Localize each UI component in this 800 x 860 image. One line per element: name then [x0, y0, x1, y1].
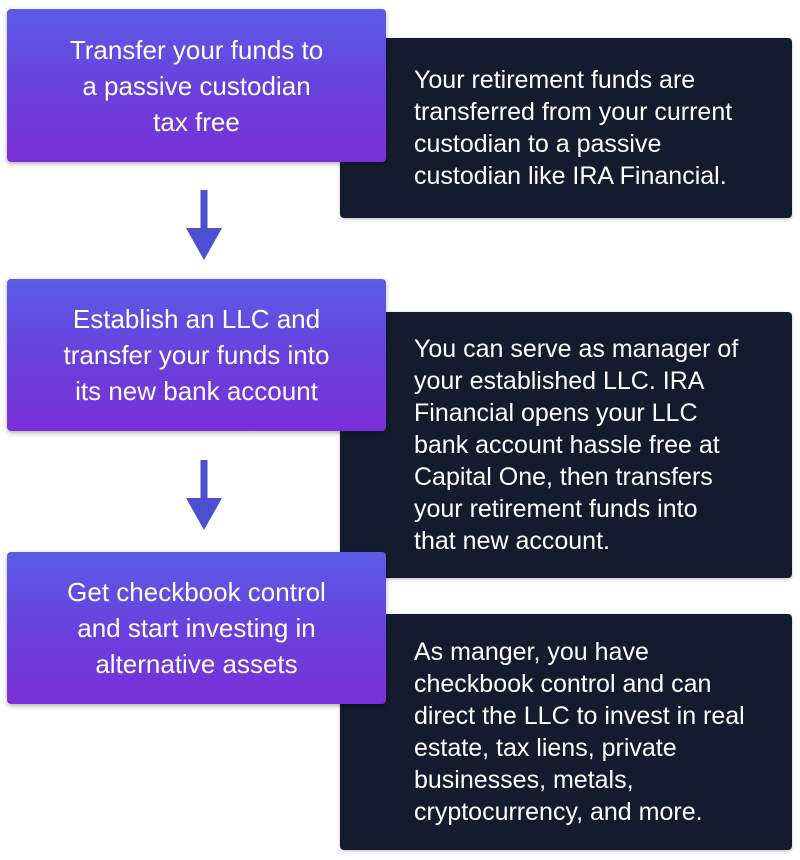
step-title-line: Establish an LLC and — [72, 304, 321, 334]
description-line: Financial opens your LLC — [414, 399, 698, 427]
description-line: cryptocurrency, and more. — [414, 798, 703, 826]
step-title-line: tax free — [153, 106, 240, 137]
description-line: estate, tax liens, private — [414, 734, 677, 762]
description-line: transferred from your current — [414, 98, 733, 126]
description-line: bank account hassle free at — [414, 431, 720, 459]
description-line: custodian like IRA Financial. — [414, 162, 727, 190]
description-line: checkbook control and can — [414, 670, 712, 698]
step-title-line: Get checkbook control — [67, 577, 326, 607]
step-title-line: a passive custodian — [82, 70, 311, 101]
step-box-2 — [7, 279, 386, 431]
step-title-line: its new bank account — [75, 376, 318, 406]
step-title-line: alternative assets — [95, 649, 298, 679]
description-line: your established LLC. IRA — [414, 367, 705, 395]
arrow-down-icon — [186, 190, 222, 260]
step-title-line: Transfer your funds to — [69, 34, 324, 65]
description-box-2 — [340, 312, 792, 578]
description-line: that new account. — [414, 527, 610, 555]
description-line: custodian to a passive — [414, 130, 662, 158]
description-line: You can serve as manager of — [414, 335, 739, 363]
description-line: direct the LLC to invest in real — [414, 702, 745, 730]
description-line: Capital One, then transfers — [414, 463, 713, 491]
description-line: your retirement funds into — [414, 495, 698, 523]
arrow-down-icon — [186, 460, 222, 530]
step-title-line: transfer your funds into — [63, 340, 330, 370]
description-line: As manger, you have — [414, 638, 649, 666]
description-line: businesses, metals, — [414, 766, 634, 794]
step-box-3 — [7, 552, 386, 704]
description-line: Your retirement funds are — [414, 66, 696, 94]
step-title-line: and start investing in — [77, 613, 316, 643]
step-box-1 — [7, 9, 386, 162]
description-box-1 — [340, 38, 792, 218]
description-box-3 — [340, 614, 792, 850]
